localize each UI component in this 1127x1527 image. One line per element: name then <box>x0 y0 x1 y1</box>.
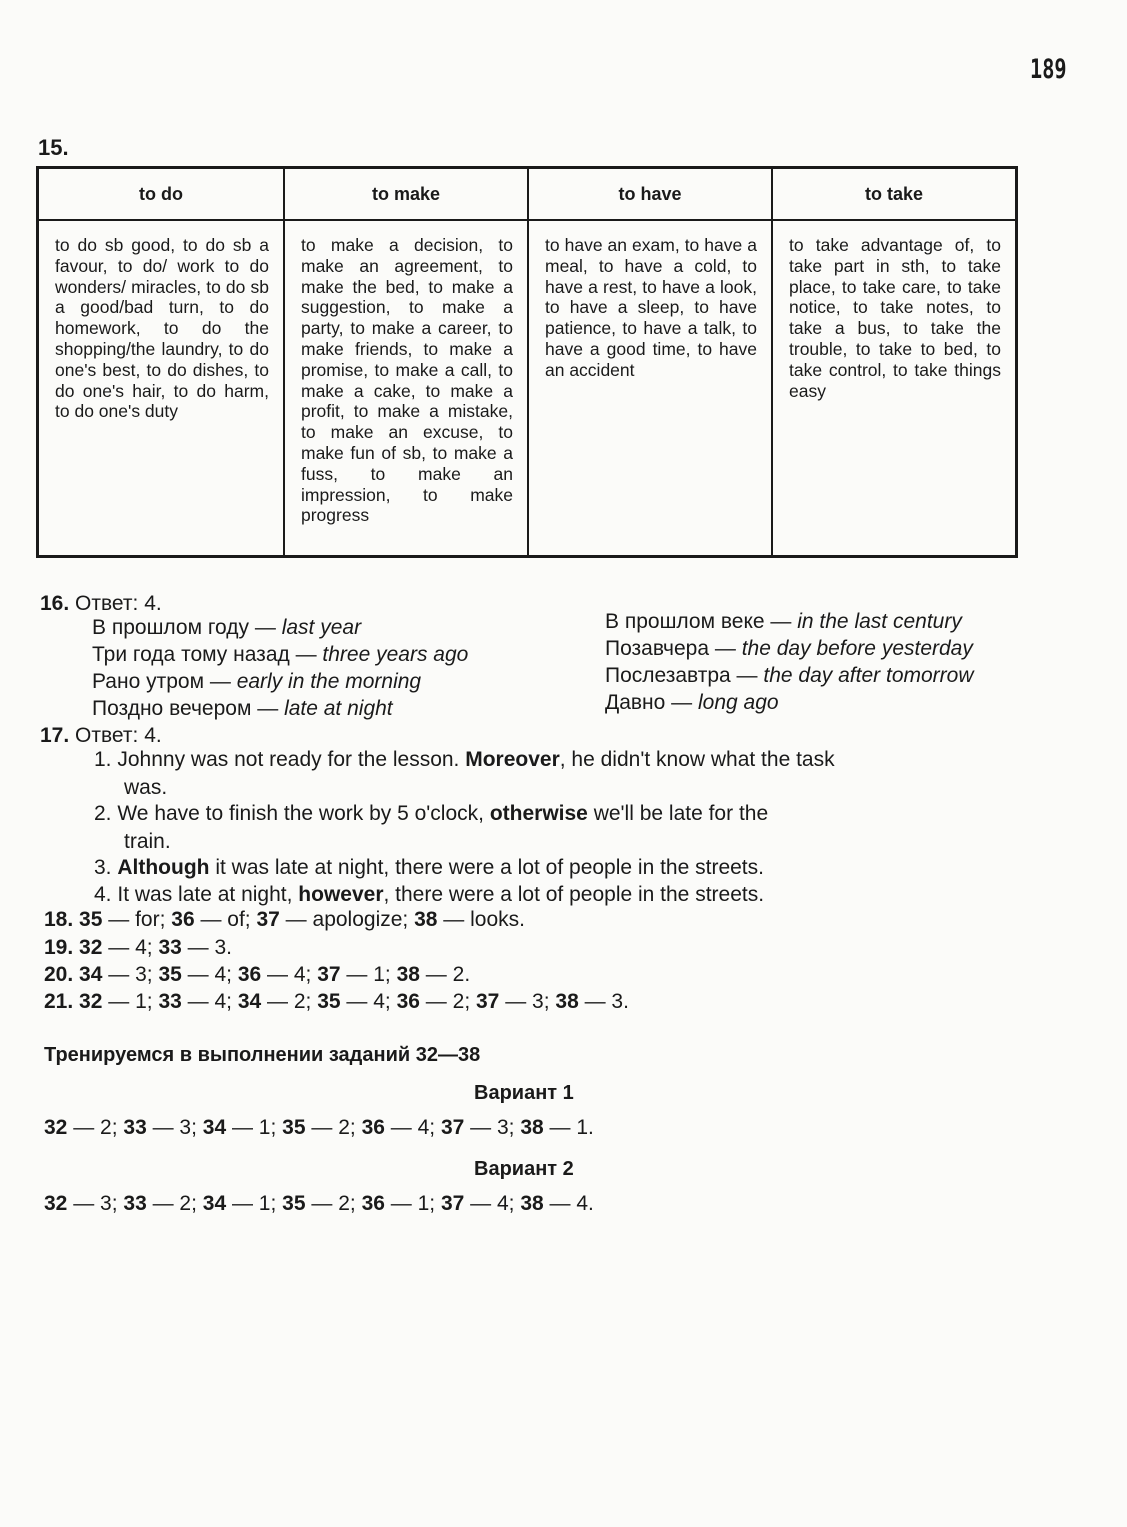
answer-number: 35 <box>158 963 182 986</box>
phrase-row: Три года тому назад — three years ago <box>92 643 469 666</box>
answer-number: 38 <box>414 908 438 931</box>
task-21-number: 21. <box>44 990 74 1013</box>
phrase-row: В прошлом году — last year <box>92 616 362 639</box>
answer-number: 37 <box>317 963 341 986</box>
answer-value: — 2. <box>419 963 471 986</box>
answer-value: — looks. <box>437 908 525 931</box>
answer-value: — 3; <box>102 963 159 986</box>
task-20-number: 20. <box>44 963 74 986</box>
variant-2-answers <box>44 1190 594 1217</box>
header-to-do: to do <box>39 169 285 221</box>
answer-number: 36 <box>171 908 195 931</box>
list-item: 2. We have to finish the work by 5 o'clock, otherwise we'll be late for the <box>94 802 769 825</box>
answer-value: — 1; <box>340 963 397 986</box>
phrase-row: В прошлом веке — in the last century <box>605 610 962 633</box>
task-20-answers <box>79 963 470 986</box>
answer-number: 37 <box>256 908 280 931</box>
answer-value: — 4. <box>543 1192 594 1215</box>
page-number: 189 <box>1030 54 1067 85</box>
answer-number: 37 <box>476 990 500 1013</box>
list-item: 1. Johnny was not ready for the lesson. Moreover, he didn't know what the task <box>94 748 835 771</box>
answer-value: — 4; <box>340 990 397 1013</box>
answer-number: 35 <box>282 1116 306 1139</box>
task-16-answer: Ответ: 4. <box>75 592 162 615</box>
list-item: 4. It was late at night, however, there were a lot of people in the streets. <box>94 883 765 906</box>
answer-number: 34 <box>237 990 262 1013</box>
answer-number: 34 <box>79 963 103 986</box>
task-20 <box>44 961 470 988</box>
task-16-number: 16. <box>40 592 70 615</box>
task-16-right-column <box>605 608 974 716</box>
answer-value: — 3; <box>464 1116 521 1139</box>
answer-number: 37 <box>440 1116 465 1139</box>
answer-value: — 4; <box>181 963 238 986</box>
answer-value: — 4; <box>181 990 238 1013</box>
answer-number: 36 <box>361 1192 385 1215</box>
task-19-answers <box>79 936 232 959</box>
training-title: Тренируемся в выполнении заданий 32—38 <box>44 1044 481 1066</box>
answer-value: — 1. <box>543 1116 594 1139</box>
answer-value: — 3; <box>499 990 556 1013</box>
answer-number: 36 <box>237 963 262 986</box>
answer-value: — apologize; <box>279 908 415 931</box>
answer-number: 38 <box>520 1116 544 1139</box>
answer-value: — 2; <box>261 990 318 1013</box>
list-item-continuation: was. <box>124 776 168 799</box>
answer-value: — 2; <box>305 1116 362 1139</box>
answer-value: — 4; <box>102 936 159 959</box>
header-to-make: to make <box>285 169 529 221</box>
cell-to-take: to take advantage of, to take part in sth, to take place, to take care, to take notice, to take notes, to take a bus, to take the trouble, to take to bed, to take control, to take things easy <box>789 235 1001 401</box>
answer-number: 38 <box>555 990 579 1013</box>
cell-to-have: to have an exam, to have a meal, to have a cold, to have a rest, to have a look, to have a sleep, to have patience, to have a talk, to have a good time, to have an accident <box>529 221 773 555</box>
answer-number: 32 <box>44 1116 68 1139</box>
answer-number: 32 <box>79 936 103 959</box>
task-16 <box>40 590 162 617</box>
answer-value: — 3. <box>181 936 232 959</box>
phrase-row: Рано утром — early in the morning <box>92 670 422 693</box>
answer-value: — 1; <box>384 1192 441 1215</box>
answer-value: — 1; <box>102 990 159 1013</box>
answer-number: 34 <box>202 1116 227 1139</box>
phrase-row: Позавчера — the day before yesterday <box>605 637 973 660</box>
variant-1-pairs <box>44 1116 594 1139</box>
answer-value: — 3; <box>146 1116 203 1139</box>
answer-number: 38 <box>520 1192 544 1215</box>
cell-to-do: to do sb good, to do sb a favour, to do/ work to do wonders/ miracles, to do sb a good/bad turn, to do homework, to do the shopping/the laundry, to do one's best, to do dishes, to do one's hair, to do harm, to do one's duty <box>39 221 285 555</box>
answer-value: — 3. <box>578 990 629 1013</box>
answer-value: — 1; <box>226 1192 283 1215</box>
list-item-continuation: train. <box>124 830 171 853</box>
variant-1-answers <box>44 1114 594 1141</box>
answer-number: 33 <box>158 990 182 1013</box>
answer-value: — of; <box>194 908 257 931</box>
collocations-table <box>36 166 1018 558</box>
answer-number: 38 <box>396 963 420 986</box>
answer-number: 35 <box>79 908 103 931</box>
task-16-left-column <box>92 614 468 722</box>
answer-number: 35 <box>317 990 341 1013</box>
answer-number: 36 <box>361 1116 385 1139</box>
answer-value: — 4; <box>261 963 318 986</box>
answer-number: 33 <box>123 1192 147 1215</box>
answer-value: — 4; <box>464 1192 521 1215</box>
variant-2-pairs <box>44 1192 594 1215</box>
answer-number: 36 <box>396 990 420 1013</box>
answer-number: 37 <box>440 1192 465 1215</box>
phrase-row: Давно — long ago <box>605 691 779 714</box>
task-17-answer: Ответ: 4. <box>75 724 162 747</box>
phrase-row: Поздно вечером — late at night <box>92 697 393 720</box>
variant-1-title: Вариант 1 <box>474 1082 574 1104</box>
answer-value: — 2; <box>419 990 476 1013</box>
answer-number: 32 <box>79 990 103 1013</box>
list-item: 3. Although it was late at night, there were a lot of people in the streets. <box>94 856 764 879</box>
task-18-number: 18. <box>44 908 74 931</box>
answer-value: — 2; <box>305 1192 362 1215</box>
answer-value: — 2; <box>67 1116 124 1139</box>
variant-2-title: Вариант 2 <box>474 1158 574 1180</box>
task-21 <box>44 988 629 1015</box>
task-18-answers <box>79 908 525 931</box>
header-to-take: to take <box>773 169 1015 221</box>
answer-number: 34 <box>202 1192 227 1215</box>
task-19 <box>44 934 232 961</box>
answer-value: — 3; <box>67 1192 124 1215</box>
task-18 <box>44 906 525 933</box>
answer-value: — 4; <box>384 1116 441 1139</box>
cell-to-make: to make a decision, to make an agreement, to make the bed, to make a suggestion, to make a party, to make a career, to make friends, to make a promise, to make a call, to make a cake, to make a profit, to make a mistake, to make an excuse, to make fun of sb, to make a fuss, to make an impression, to make progress <box>285 221 529 555</box>
answer-value: — for; <box>102 908 172 931</box>
task-21-answers <box>79 990 629 1013</box>
answer-number: 35 <box>282 1192 306 1215</box>
answer-number: 33 <box>123 1116 147 1139</box>
header-to-have: to have <box>529 169 773 221</box>
answer-value: — 2; <box>146 1192 203 1215</box>
phrase-row: Послезавтра — the day after tomorrow <box>605 664 974 687</box>
answer-value: — 1; <box>226 1116 283 1139</box>
task-17 <box>40 722 162 749</box>
task-17-number: 17. <box>40 724 70 747</box>
task-19-number: 19. <box>44 936 74 959</box>
answer-number: 32 <box>44 1192 68 1215</box>
answer-number: 33 <box>158 936 182 959</box>
task-15-number: 15. <box>38 135 69 160</box>
